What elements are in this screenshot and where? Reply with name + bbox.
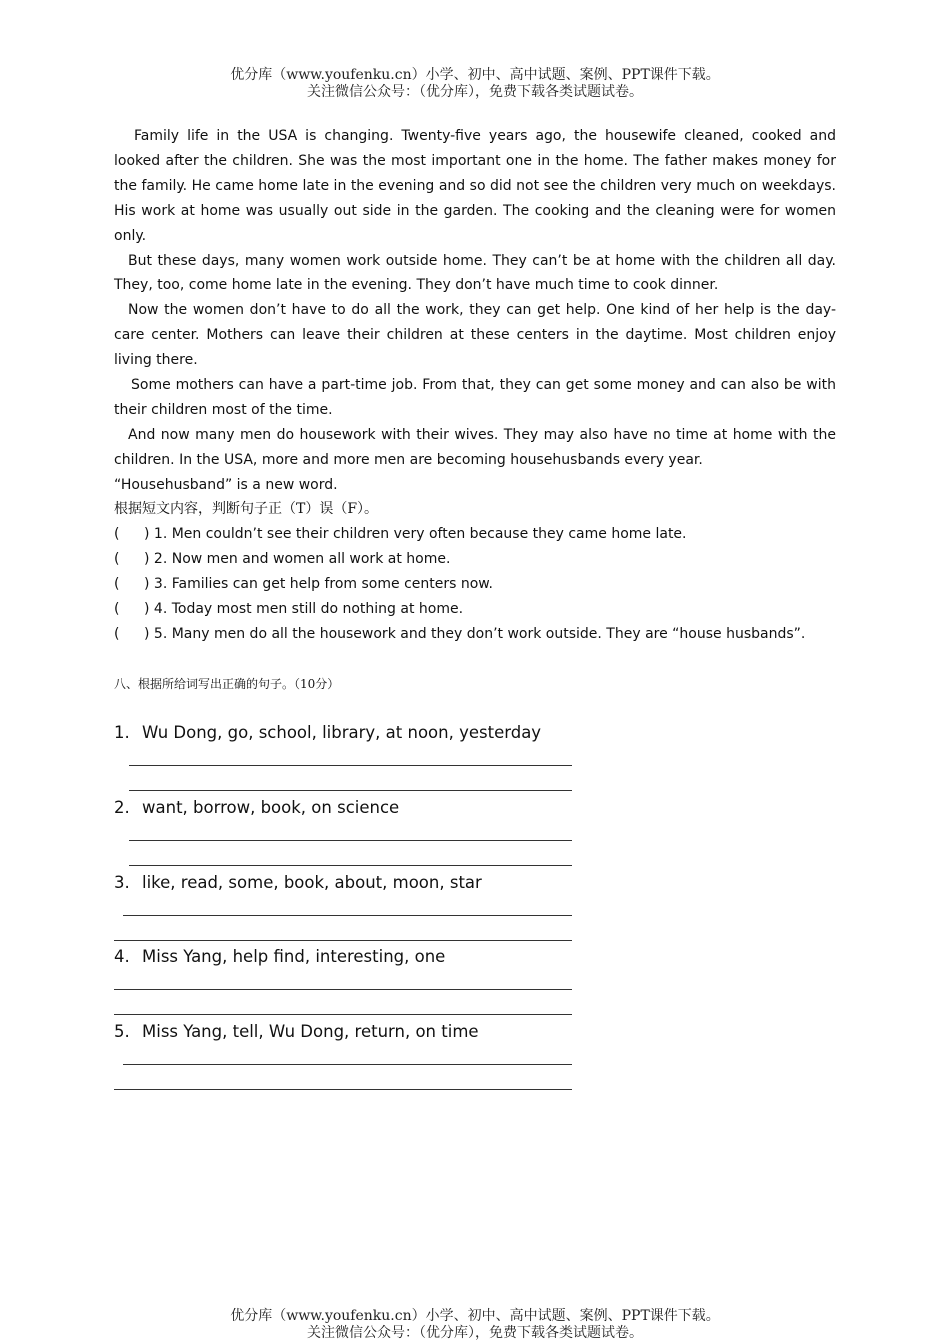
sentence-prompt-3 bbox=[114, 873, 482, 892]
prompt-number: 2. bbox=[114, 798, 130, 817]
answer-line[interactable] bbox=[129, 865, 572, 866]
answer-blank[interactable]: ( bbox=[114, 550, 120, 567]
page-footer bbox=[0, 1308, 950, 1342]
tf-item-3 bbox=[114, 572, 854, 597]
answer-line[interactable] bbox=[123, 1064, 572, 1065]
prompt-words: want, borrow, book, on science bbox=[142, 798, 400, 817]
answer-blank[interactable]: ( bbox=[114, 575, 120, 592]
tf-item-text: ) 3. Families can get help from some centers now. bbox=[144, 575, 493, 592]
passage-paragraph-3: Now the women don’t have to do all the work, they can get help. One kind of her help is the day-care center. Mothers can leave their children at these centers in the daytime. Most children enjoy living there. bbox=[114, 302, 836, 369]
answer-line[interactable] bbox=[123, 915, 572, 916]
answer-blank[interactable]: ( bbox=[114, 600, 120, 617]
answer-line[interactable] bbox=[129, 765, 572, 766]
section-8-title: 八、根据所给词写出正确的句子。（10分） bbox=[114, 677, 340, 691]
passage-paragraph-5: And now many men do housework with their wives. They may also have no time at home with the children. In the USA, more and more men are becoming househusbands every year. bbox=[114, 426, 836, 468]
sentence-prompt-1 bbox=[114, 723, 541, 742]
prompt-words: Miss Yang, help find, interesting, one bbox=[142, 947, 446, 966]
tf-item-1 bbox=[114, 522, 854, 547]
answer-line[interactable] bbox=[129, 790, 572, 791]
tf-item-text: ) 2. Now men and women all work at home. bbox=[144, 550, 451, 567]
tf-item-2 bbox=[114, 547, 854, 572]
answer-line[interactable] bbox=[129, 840, 572, 841]
passage-paragraph-6: “Househusband” is a new word. bbox=[114, 476, 338, 493]
prompt-number: 3. bbox=[114, 873, 130, 892]
prompt-words: Wu Dong, go, school, library, at noon, yesterday bbox=[142, 723, 542, 742]
passage-paragraph-2: But these days, many women work outside home. They can’t be at home with the children all day. They, too, come home late in the evening. They don’t have much time to cook dinner. bbox=[114, 252, 836, 294]
prompt-number: 4. bbox=[114, 947, 130, 966]
tf-instruction: 根据短文内容，判断句子正（T）误（F）。 bbox=[114, 501, 379, 517]
prompt-number: 1. bbox=[114, 723, 130, 742]
passage-paragraph-4: Some mothers can have a part-time job. From that, they can get some money and can also be with their children most of the time. bbox=[114, 377, 836, 418]
header-line-1: 优分库（www.youfenku.cn）小学、初中、高中试题、案例、PPT课件下载。 bbox=[230, 67, 720, 83]
reading-passage bbox=[114, 124, 836, 498]
tf-item-text: ) 5. Many men do all the housework and they don’t work outside. They are “house husbands”. bbox=[144, 625, 806, 642]
tf-item-4 bbox=[114, 597, 854, 622]
tf-item-text: ) 1. Men couldn’t see their children very often because they came home late. bbox=[144, 526, 687, 542]
header-line-2: 关注微信公众号：（优分库），免费下载各类试题试卷。 bbox=[307, 84, 643, 100]
footer-line-2: 关注微信公众号：（优分库），免费下载各类试题试卷。 bbox=[307, 1325, 643, 1341]
footer-line-1: 优分库（www.youfenku.cn）小学、初中、高中试题、案例、PPT课件下载。 bbox=[230, 1308, 720, 1324]
answer-line[interactable] bbox=[114, 1014, 572, 1015]
sentence-prompt-5 bbox=[114, 1022, 479, 1041]
tf-item-5 bbox=[114, 622, 854, 647]
passage-paragraph-1: Family life in the USA is changing. Twenty-five years ago, the housewife cleaned, cooked and looked after the children. She was the most important one in the home. The father makes money for the family. He came home late in the evening and so did not see the children very much on weekdays. His work at home was usually out side in the garden. The cooking and the cleaning were for women only. bbox=[114, 128, 836, 244]
prompt-words: like, read, some, book, about, moon, star bbox=[142, 873, 482, 892]
sentence-prompt-2 bbox=[114, 798, 399, 817]
answer-line[interactable] bbox=[114, 940, 572, 941]
answer-blank[interactable]: ( bbox=[114, 526, 120, 542]
prompt-number: 5. bbox=[114, 1022, 130, 1041]
answer-line[interactable] bbox=[114, 989, 572, 990]
page-header bbox=[0, 67, 950, 101]
prompt-words: Miss Yang, tell, Wu Dong, return, on time bbox=[142, 1022, 479, 1041]
sentence-prompt-4 bbox=[114, 947, 445, 966]
answer-blank[interactable]: ( bbox=[114, 625, 120, 642]
true-false-list bbox=[114, 522, 854, 647]
answer-line[interactable] bbox=[114, 1089, 572, 1090]
tf-item-text: ) 4. Today most men still do nothing at home. bbox=[144, 600, 464, 617]
